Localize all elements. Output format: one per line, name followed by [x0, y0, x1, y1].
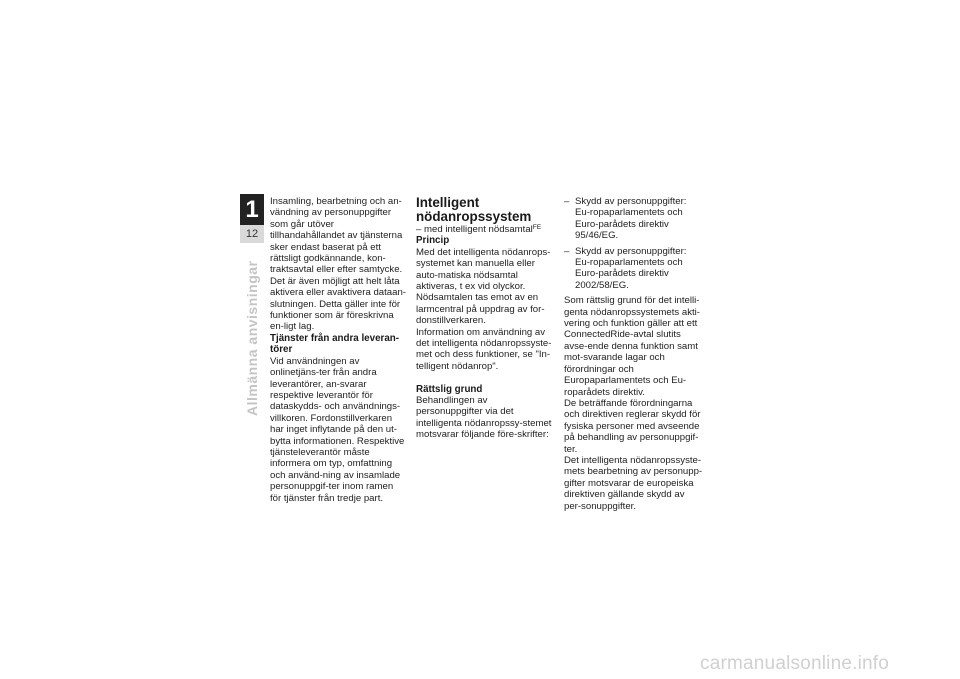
- text-column-1: [270, 196, 406, 504]
- section-subtitle: [416, 224, 552, 235]
- list-item: [564, 246, 704, 292]
- principle-paragraph-3: Information om användning av det intelligenta nödanropssyste-met och dess funktioner, se "In-telligent nödanrop".: [416, 326, 552, 372]
- list-item: [564, 196, 704, 242]
- page-number: 12: [240, 225, 264, 243]
- legal-basis-paragraph: Behandlingen av personuppgifter via det intelligenta nödanropssy-stemet motsvarar följande före-skrifter:: [416, 395, 552, 441]
- spacer: [416, 372, 552, 383]
- processing-paragraph: Det intelligenta nödanropssyste-mets bearbetning av personupp-gifter motsvarar de europeiska direktiven gällande skydd av per-sonuppgifter.: [564, 454, 703, 512]
- section-title: Intelligent nödanropssystem: [416, 195, 532, 224]
- third-party-services-heading: Tjänster från andra leveran-törer: [270, 332, 400, 356]
- list-item-text: Skydd av personuppgifter: Eu-ropaparlamentets och Euro-parådets direktiv 95/46/EG.: [575, 196, 687, 242]
- text-column-3: [564, 196, 704, 512]
- text-column-2: [416, 196, 552, 441]
- list-dash: –: [564, 245, 570, 257]
- third-party-services-paragraph: Vid användningen av onlinetjäns-ter från andra leverantörer, an-svarar respektive leverantör för dataskydds- och användnings-villkoren. Fordonstillverkaren har inget inflytande på den ut-bytta informationen. Respektive tjänsteleverantör måste informera om typ, omfattning och använd-ning av insamlade personuppgif-ter inom ramen för tjänster från tredje part.: [270, 355, 405, 504]
- list-item-text: Skydd av personuppgifter: Eu-ropaparlamentets och Euro-parådets direktiv 2002/58/EG.: [575, 245, 687, 291]
- chapter-side-tab: [242, 246, 262, 416]
- subtitle-superscript: FE: [532, 224, 542, 231]
- legal-basis-heading: Rättslig grund: [416, 383, 483, 395]
- chapter-number-box: 1: [240, 194, 264, 225]
- principle-paragraph-2: Nödsamtalen tas emot av en larmcentral på uppdrag av for-donstillverkaren.: [416, 292, 545, 327]
- chapter-tab-label: Allmänna anvisningar: [244, 260, 260, 416]
- subtitle-text: – med intelligent nödsamtal: [416, 224, 533, 235]
- data-collection-paragraph: Insamling, bearbetning och an-vändning av personuppgifter som går utöver tillhandahållandet av tjänsterna sker endast baserat på ett rättsligt godkännande, kon-traktsavtal eller efter samtycke. Det är även möjligt att helt låta aktivera eller avaktivera dataan-slutningen. Detta gäller inte för funktioner som är föreskrivna en-ligt lag.: [270, 196, 406, 333]
- watermark: carmanualsonline.info: [700, 653, 890, 674]
- legal-basis-continuation-paragraph: Som rättslig grund för det intelli-genta nödanropssystemets akti-vering och funktion gäller att ett ConnectedRide-avtal slutits avse-ende denna funktion samt mot-svarande lagar och förordningar och Europaparlamentets och Eu-roparådets direktiv.: [564, 295, 700, 398]
- principle-heading: Princip: [416, 235, 450, 247]
- regulations-paragraph: De beträffande förordningarna och direktiven reglerar skydd för fysiska personer med avseende på behandling av personuppgif-ter.: [564, 397, 701, 455]
- list-dash: –: [564, 196, 570, 207]
- principle-paragraph-1: Med det intelligenta nödanrops-systemet kan manuella eller auto-matiska nödsamtal aktiveras, t ex vid olyckor.: [416, 246, 551, 293]
